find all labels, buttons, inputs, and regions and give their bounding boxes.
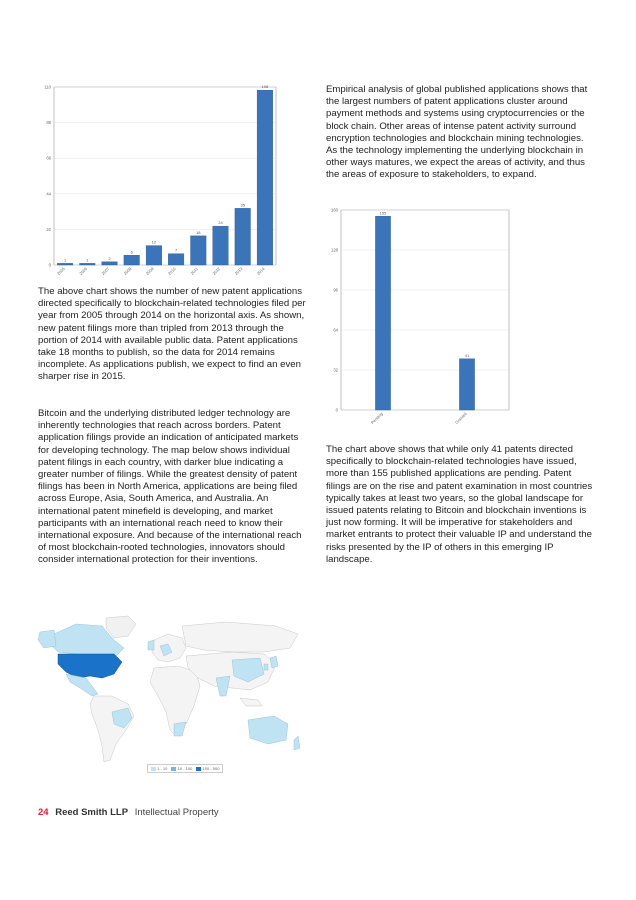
status-chart-y-tick-label: 96 — [333, 287, 338, 293]
filings-chart-x-tick-label: 2012 — [211, 266, 222, 277]
filings-chart-y-tick-label: 66 — [46, 155, 51, 161]
filings-chart-bar — [235, 208, 251, 265]
filings-chart-bar — [191, 236, 207, 265]
right-paragraph-2: The chart above shows that while only 41 patents directed specifically to blockchain-related technologies have issued, more than 155 published applications are pending. Patent filings are on the rise and patent examination in most countries typically takes at least two years, so the global landscape for issued patents relating to Bitcoin and blockchain inventions is just now forming. It will be imperative for stakeholders and market entrants to protect their valuable IP and understand the risks presented by the IP of others in this emerging IP landscape. — [326, 444, 593, 565]
filings-chart-y-tick-label: 44 — [46, 191, 51, 197]
patent-filings-chart-svg — [36, 83, 284, 283]
status-chart-y-tick-label: 128 — [331, 247, 338, 253]
status-chart-data-label: 155 — [379, 210, 387, 216]
filings-chart-x-tick-label: 2006 — [78, 266, 89, 277]
filings-chart-data-label: 6 — [130, 249, 133, 255]
filings-chart-data-label: 12 — [151, 239, 157, 245]
status-chart-bar — [459, 359, 474, 410]
filings-chart-y-tick-label: 22 — [46, 226, 51, 232]
filings-chart-x-tick-label: 2010 — [166, 266, 177, 277]
filings-chart-bar — [257, 90, 273, 265]
left-paragraph-1: The above chart shows the number of new patent applications directed specifically to blockchain-related technologies filed per year from 2005 through 2014 on the horizontal axis. As shown, new patent filings more than tripled from 2013 through the portion of 2014 with available public data. Patent applications take 18 months to publish, so the data for 2014 remains incomplete. As applications publish, we expect to find an even sharper rise in 2015. — [38, 286, 306, 383]
pending-vs-granted-chart — [325, 205, 515, 433]
page-footer — [38, 807, 219, 818]
status-chart-y-tick-label: 64 — [333, 327, 338, 333]
company-name: Reed Smith LLP — [55, 807, 129, 818]
filings-chart-bar — [146, 246, 162, 265]
filings-chart-x-tick-label: 2005 — [55, 266, 66, 277]
world-map-svg — [36, 612, 306, 772]
legend-label-low: 1 - 10 — [157, 766, 168, 771]
status-chart-data-label: 41 — [464, 352, 470, 358]
filings-chart-x-tick-label: 2007 — [100, 266, 111, 277]
legend-swatch-high — [196, 767, 201, 771]
filings-chart-bar — [213, 226, 229, 265]
filings-chart-bar — [80, 263, 96, 265]
map-korea — [264, 664, 268, 670]
filings-chart-x-tick-label: 2013 — [233, 266, 244, 277]
filings-chart-x-tick-label: 2009 — [144, 266, 155, 277]
filings-chart-bar — [168, 254, 184, 265]
legend-swatch-mid — [171, 767, 176, 771]
legend-swatch-low — [151, 767, 156, 771]
filings-chart-data-label: 24 — [218, 220, 223, 226]
status-chart-y-tick-label: 32 — [333, 367, 338, 373]
filings-chart-y-tick-label: 88 — [46, 120, 51, 126]
filings-chart-bar — [102, 262, 118, 265]
filings-chart-bar — [124, 255, 140, 265]
status-chart-y-tick-label: 0 — [335, 407, 338, 413]
pending-granted-chart-svg — [325, 205, 515, 433]
filings-chart-data-label: 1 — [63, 257, 67, 263]
legend-label-mid: 10 - 100 — [177, 766, 193, 771]
map-legend — [147, 764, 223, 773]
filings-chart-data-label: 108 — [261, 84, 269, 90]
filings-chart-x-tick-label: 2014 — [255, 266, 266, 277]
filings-chart-data-label: 2 — [108, 255, 111, 261]
status-chart-bar — [375, 216, 390, 410]
right-paragraph-1: Empirical analysis of global published applications shows that the largest numbers of patent applications cluster around payment methods and systems using cryptocurrencies or the block chain. Other areas of intense patent activity surround encryption technologies and blockchain mining technologies. As the technology implementing the underlying blockchain in other ways matures, we expect the areas of activity, and thus the areas of exposure to stakeholders, to expand. — [326, 84, 588, 181]
filings-chart-x-tick-label: 2011 — [189, 266, 200, 276]
filings-chart-data-label: 18 — [196, 229, 201, 235]
legend-label-high: 100 - 500 — [202, 766, 220, 771]
filings-chart-bar — [57, 263, 73, 265]
page-number: 24 — [38, 807, 49, 818]
filings-chart-y-tick-label: 0 — [48, 262, 51, 268]
status-chart-y-tick-label: 160 — [331, 207, 338, 213]
filings-chart-y-tick-label: 110 — [44, 84, 51, 90]
status-chart-x-tick-label: Granted — [453, 411, 468, 425]
world-patent-filings-map — [36, 612, 306, 772]
patent-filings-by-year-chart — [36, 83, 284, 283]
left-paragraph-2: Bitcoin and the underlying distributed ledger technology are inherently technologies that reach across borders. Patent application filings provide an indication of anticipated markets for developing technology. The map below shows individual patent filings in each country, with darker blue indicating a greater number of filings. While the greatest density of patent filings has been in North America, applications are being filed across Europe, Asia, South America, and Australia. An international patent minefield is developing, and market participants with an international reach need to know their international exposure. And because of the international reach of most blockchain-rooted technologies, innovators should consider international protection for their inventions. — [38, 408, 302, 566]
status-chart-x-tick-label: Pending — [369, 411, 384, 426]
map-uk — [148, 640, 154, 650]
status-chart-plot-frame — [341, 210, 509, 410]
filings-chart-x-tick-label: 2008 — [122, 266, 133, 277]
filings-chart-data-label: 7 — [174, 247, 178, 253]
filings-chart-data-label: 35 — [240, 202, 245, 208]
filings-chart-data-label: 1 — [86, 257, 89, 263]
section-name: Intellectual Property — [134, 807, 219, 818]
